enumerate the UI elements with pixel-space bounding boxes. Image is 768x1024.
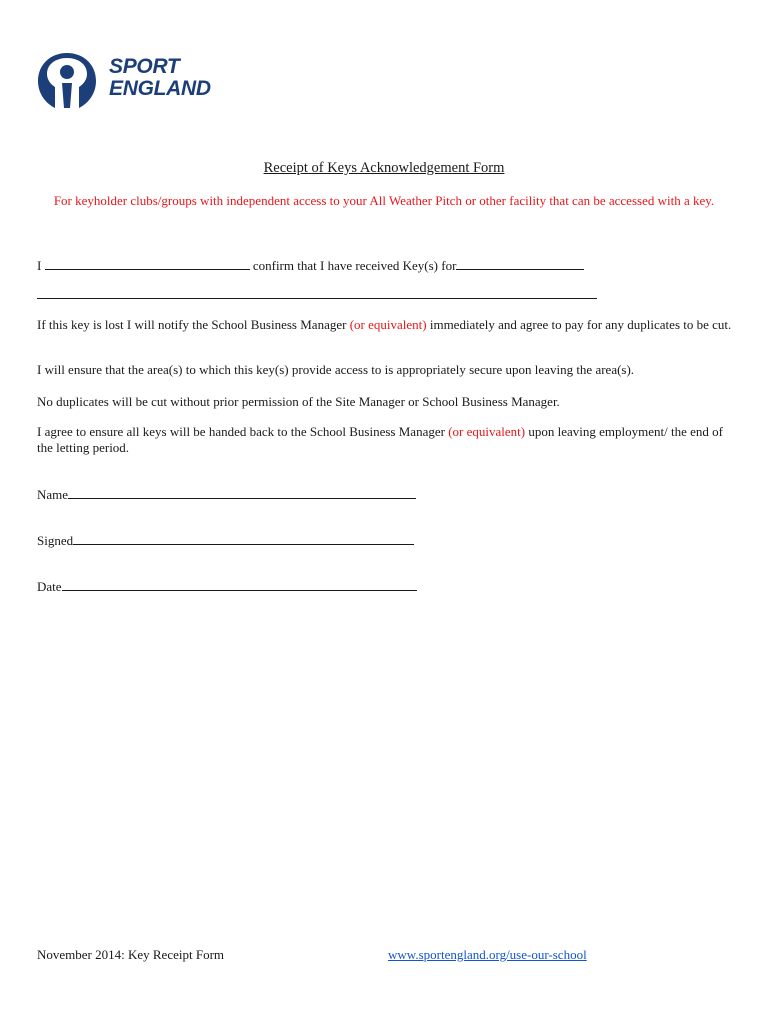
signed-label: Signed <box>37 533 74 548</box>
lost-key-paragraph <box>37 317 737 333</box>
form-subtitle: For keyholder clubs/groups with independent access to your All Weather Pitch or other facility that can be accessed with a key. <box>53 193 715 208</box>
secure-area-paragraph: I will ensure that the area(s) to which this key(s) provide access to is appropriately secure upon leaving the area(s). <box>37 362 635 377</box>
name-blank[interactable] <box>68 486 416 499</box>
confirm-line <box>37 257 584 274</box>
signed-blank[interactable] <box>73 532 414 545</box>
facility-line <box>37 286 597 303</box>
form-title: Receipt of Keys Acknowledgement Form <box>263 160 505 176</box>
para1-equivalent: (or equivalent) <box>349 317 427 332</box>
name-field-row <box>37 486 416 503</box>
duplicates-paragraph: No duplicates will be cut without prior permission of the Site Manager or School Business Manager. <box>37 394 560 409</box>
return-keys-paragraph <box>37 424 737 455</box>
para4-text-b: upon leaving employment/ the end of the letting period. <box>37 424 723 455</box>
para1-text-b: immediately and agree to pay for any duplicates to be cut. <box>426 317 732 332</box>
footer-website-link[interactable]: www.sportengland.org/use-our-school <box>388 947 587 962</box>
facility-blank[interactable] <box>37 286 597 299</box>
date-label: Date <box>37 579 62 594</box>
logo-text-england: ENGLAND <box>109 77 211 100</box>
confirm-prefix: I <box>37 258 42 273</box>
footer-form-date: November 2014: Key Receipt Form <box>37 947 225 962</box>
para1-text-a: If this key is lost I will notify the School Business Manager <box>37 317 350 332</box>
para4-equivalent: (or equivalent) <box>448 424 526 439</box>
date-blank[interactable] <box>62 578 417 591</box>
signed-field-row <box>37 532 414 549</box>
sport-england-emblem-icon <box>36 51 98 111</box>
confirm-middle: confirm that I have received Key(s) for <box>252 258 457 273</box>
para4-text-a: I agree to ensure all keys will be handed back to the School Business Manager <box>37 424 449 439</box>
key-for-blank[interactable] <box>456 257 584 270</box>
name-label: Name <box>37 487 69 502</box>
logo-text-sport: SPORT <box>109 55 180 78</box>
sport-england-logo <box>36 51 236 111</box>
holder-name-blank[interactable] <box>45 257 250 270</box>
date-field-row <box>37 578 417 595</box>
